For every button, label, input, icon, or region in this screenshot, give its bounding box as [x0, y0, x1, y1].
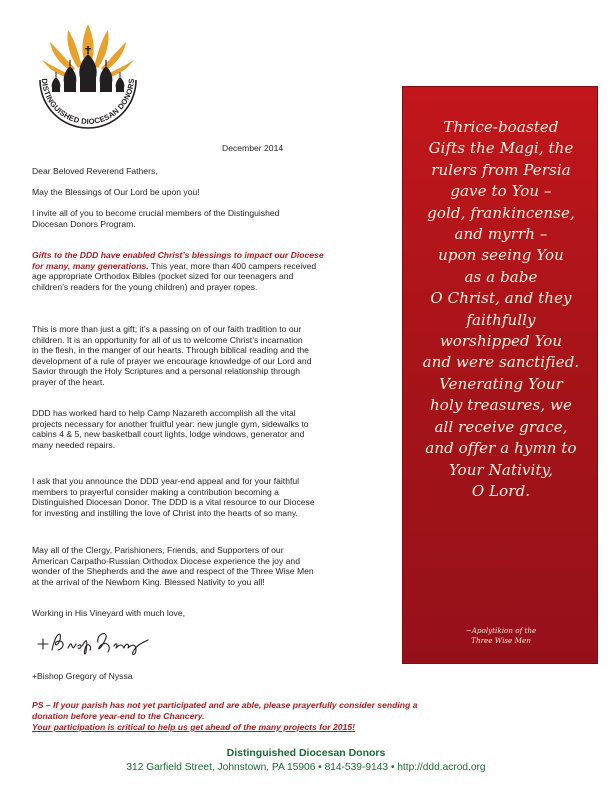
- hymn-line: gold, frankincense,: [427, 203, 575, 222]
- paragraph-line: members to prayerful consider making a contribution becoming a: [32, 486, 279, 497]
- hymn-line: and offer a hymn to: [425, 439, 577, 458]
- salutation: Dear Beloved Reverend Fathers,: [32, 166, 158, 176]
- hymn-line: Gifts the Magi, the: [428, 139, 574, 158]
- paragraph-line: projects necessary for another fruitful year: new jungle gym, sidewalks to: [32, 418, 309, 429]
- paragraph-line: This is more than just a gift; it’s a passing on of our faith tradition to our: [32, 324, 302, 334]
- hymn-text: [403, 117, 599, 502]
- gifts-highlight-line: for many, many generations.: [32, 260, 149, 271]
- invite-paragraph: [32, 208, 392, 229]
- paragraph-line: I ask that you announce the DDD year-end appeal and for your faithful: [32, 476, 300, 486]
- paragraph-line: wonder of the Shepherds and the awe and respect of the Three Wise Men: [32, 566, 314, 577]
- hymn-line: worshipped You: [439, 332, 563, 351]
- paragraph-line: Distinguished Diocesan Donor. The DDD is a vital resource to our Diocese: [32, 497, 315, 508]
- gifts-highlight-line: Gifts to the DDD have enabled Christ’s blessings to impact our Diocese: [32, 250, 324, 260]
- hymn-panel: [402, 86, 598, 664]
- hymn-line: all receive grace,: [434, 417, 568, 436]
- hymn-line: and myrrh –: [454, 225, 548, 244]
- paragraph-line: cabins 4 & 5, new basketball court lights, lodge windows, generator and: [32, 429, 305, 440]
- gifts-text-line: children’s readers for the young children) and prayer ropes.: [32, 281, 258, 292]
- appeal-paragraph: [32, 476, 392, 518]
- paragraph-line: prayer of the heart.: [32, 376, 105, 387]
- paragraph-line: American Carpatho-Russian Orthodox Diocese experience the joy and: [32, 555, 300, 566]
- footer-address: 312 Garfield Street, Johnstown, PA 15906 • 814-539-9143 • http://ddd.acrod.org: [126, 762, 486, 773]
- hymn-line: rulers from Persia: [431, 160, 571, 179]
- footer-title: Distinguished Diocesan Donors: [226, 747, 386, 759]
- paragraph-line: many needed repairs.: [32, 439, 116, 450]
- paragraph-line: in the flesh, in the manger of our hearts. Through biblical reading and the: [32, 345, 309, 356]
- hymn-caption-line: Three Wise Men: [471, 636, 531, 645]
- paragraph-line: at the arrival of the Newborn King. Blessed Nativity to you all!: [32, 576, 265, 587]
- hymn-caption-line: ~Apolytikion of the: [465, 626, 537, 635]
- paragraph-line: May all of the Clergy, Parishioners, Friends, and Supporters of our: [32, 545, 284, 555]
- hymn-caption: [403, 626, 599, 646]
- ps-line: PS – If your parish has not yet participated and are able, please prayerfully consider sending a: [32, 700, 418, 710]
- signer-name: +Bishop Gregory of Nyssa: [32, 671, 133, 681]
- gifts-text-line: age appropriate Orthodox Bibles (pocket sized for our teenagers and: [32, 271, 294, 282]
- hymn-line: O Christ, and they: [430, 289, 572, 308]
- invite-line: Diocesan Donors Program.: [32, 218, 136, 229]
- letter-date: December 2014: [222, 143, 284, 153]
- paragraph-line: development of a rule of prayer we encourage knowledge of our Lord and: [32, 355, 312, 366]
- onion-domes-wheat-logo-icon: [40, 24, 136, 128]
- hymn-line: holy treasures, we: [430, 396, 572, 415]
- gift-paragraph: [32, 324, 392, 388]
- blessing-line: May the Blessings of Our Lord be upon you!: [32, 187, 200, 197]
- ps-underlined-line: Your participation is critical to help us get ahead of the many projects for 2015!: [32, 722, 355, 732]
- paragraph-line: DDD has worked hard to help Camp Nazareth accomplish all the vital: [32, 408, 296, 418]
- hymn-line: Thrice-boasted: [443, 118, 559, 136]
- logo-ring-text: DISTINGUISHED DIOCESAN DONORS: [39, 78, 137, 127]
- invite-line: I invite all of you to become crucial members of the Distinguished: [32, 208, 280, 218]
- paragraph-line: Savior through the Holy Scriptures and a personal relationship through: [32, 366, 300, 377]
- ddd-logo: [20, 16, 156, 152]
- hymn-line: O Lord.: [471, 481, 531, 500]
- ps-line: donation before year-end to the Chancery.: [32, 711, 205, 721]
- postscript: [32, 700, 532, 733]
- handwritten-signature: [36, 626, 154, 656]
- gifts-text: This year, more than 400 campers received: [148, 260, 317, 271]
- paragraph-line: children. It is an opportunity for all of us to welcome Christ’s incarnation: [32, 334, 303, 345]
- closing-paragraph: [32, 545, 392, 587]
- hymn-line: Your Nativity,: [448, 460, 554, 479]
- hymn-line: as a babe: [464, 267, 538, 286]
- hymn-line: gave to You –: [450, 182, 552, 201]
- signoff: Working in His Vineyard with much love,: [32, 608, 186, 618]
- hymn-line: faithfully: [466, 310, 536, 329]
- hymn-line: and were sanctified.: [422, 353, 580, 372]
- hymn-line: Venerating Your: [439, 374, 563, 393]
- gifts-paragraph: [32, 250, 392, 292]
- camp-paragraph: [32, 408, 392, 450]
- paragraph-line: for investing and instilling the love of Christ into the hearts of so many.: [32, 507, 298, 518]
- hymn-line: upon seeing You: [438, 246, 564, 265]
